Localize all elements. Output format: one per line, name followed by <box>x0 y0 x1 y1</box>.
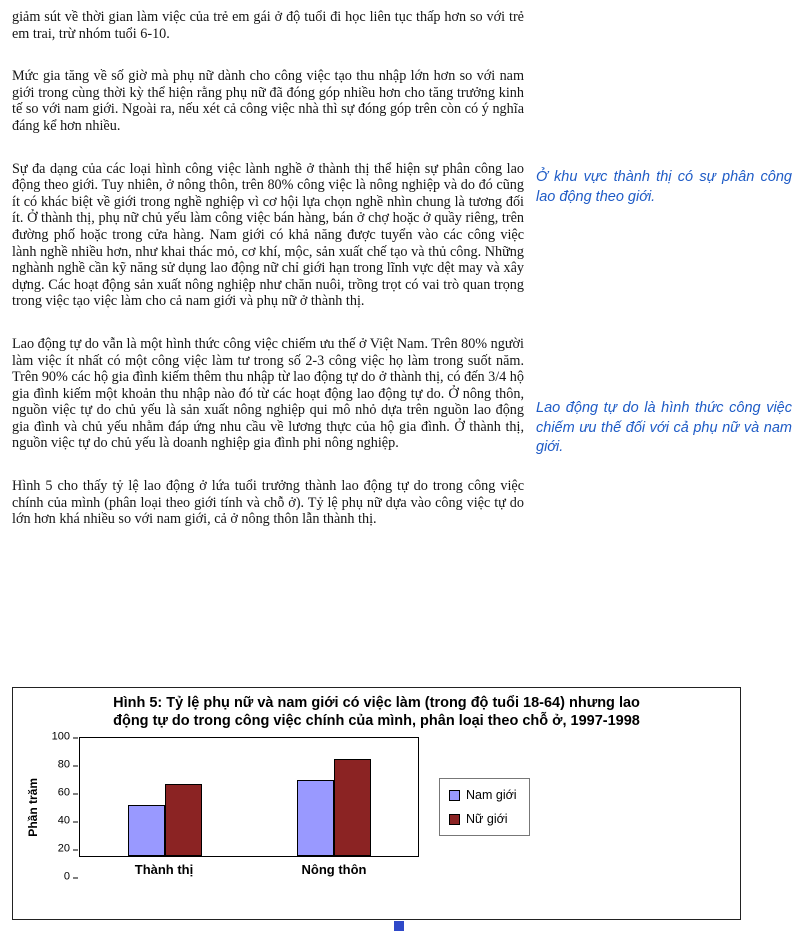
category-label: Nông thôn <box>301 862 367 877</box>
legend-label: Nam giới <box>466 788 517 802</box>
category-label: Thành thị <box>134 862 194 877</box>
legend-label: Nữ giới <box>466 812 508 826</box>
margin-note-urban-gender-division: Ở khu vực thành thị có sự phân công lao động theo giới. <box>536 169 792 205</box>
chart-title: Hình 5: Tỷ lệ phụ nữ và nam giới có việc làm (trong độ tuổi 18-64) nhưng lao động tự do trong công việc chính của mình, phân loại theo chỗ ở, 1997-1998 <box>113 695 640 729</box>
legend-swatch <box>449 814 460 825</box>
y-axis-title: Phần trăm <box>26 777 40 837</box>
y-tick-label: 100 <box>51 730 70 743</box>
margin-note-self-employment: Lao động tự do là hình thức công việc chiếm ưu thế đối với cả phụ nữ và nam giới. <box>536 400 792 455</box>
paragraph-women-hours: Mức gia tăng về số giờ mà phụ nữ dành cho công việc tạo thu nhập lớn hơn so với nam giới trong cùng thời kỳ thể hiện rằng phụ nữ đã đóng góp nhiều hơn cho tăng trưởng kinh tế so với nam giới. Ngoài ra, nếu xét cả công việc nhà thì sự đóng góp trên còn có ý nghĩa đáng kể hơn nhiều. <box>12 68 524 134</box>
bar-group <box>80 738 249 856</box>
legend-item <box>449 812 517 826</box>
bar-group <box>249 738 418 856</box>
bar <box>165 784 202 856</box>
page-marker-icon <box>394 921 404 931</box>
paragraph-child-labor: giảm sút về thời gian làm việc của trẻ em gái ở độ tuổi đi học liên tục thấp hơn so với trẻ em trai, trừ nhóm tuổi 6-10. <box>12 9 524 42</box>
chart-legend <box>439 778 530 836</box>
bar <box>297 780 334 856</box>
y-tick-label: 40 <box>57 814 70 827</box>
y-tick-label: 20 <box>57 842 70 855</box>
legend-swatch <box>449 790 460 801</box>
y-axis-title-wrap <box>23 737 43 877</box>
legend-item <box>449 788 517 802</box>
figure-5-bar-chart <box>12 687 741 920</box>
y-tick-label: 80 <box>57 758 70 771</box>
bar <box>128 805 165 856</box>
plot-area <box>79 737 419 857</box>
y-tick-label: 60 <box>57 786 70 799</box>
body-text-column <box>12 9 524 528</box>
chart-body <box>23 730 730 883</box>
plot-wrap <box>79 737 419 877</box>
paragraph-figure5-intro: Hình 5 cho thấy tỷ lệ lao động ở lứa tuổi trưởng thành lao động tự do trong công việc chính của mình (phân loại theo giới tính và chỗ ở). Tỷ lệ phụ nữ dựa vào công việc tự do lớn hơn khá nhiều so với nam giới, cả ở nông thôn lẫn thành thị. <box>12 478 524 528</box>
x-axis-labels <box>79 862 419 877</box>
y-tick-label: 0 <box>63 870 70 883</box>
y-axis-ticks <box>43 730 79 883</box>
bar <box>334 759 371 856</box>
paragraph-self-employment: Lao động tự do vẫn là một hình thức công việc chiếm ưu thế ở Việt Nam. Trên 80% người làm việc ít nhất có một công việc làm tư trong số 2-3 công việc họ làm trong suốt năm. Trên 90% các hộ gia đình kiếm thêm thu nhập từ lao động tự do ở thành thị, có đến 3/4 hộ gia đình kiếm một khoản thu nhập nào đó từ các hoạt động lao động tự do. Ở nông thôn, nguồn việc tự do chủ yếu là sản xuất nông nghiệp qui mô nhỏ dựa trên nguồn lao động gia đình và chủ yếu nhằm đáp ứng nhu cầu về lương thực của hộ gia đình. Ở thành thị, nguồn việc tự do chủ yếu là doanh nghiệp gia đình phi nông nghiệp. <box>12 335 524 452</box>
paragraph-urban-occupations: Sự đa dạng của các loại hình công việc lành nghề ở thành thị thể hiện sự phân công lao động theo giới. Tuy nhiên, ở nông thôn, trên 80% công việc là nông nghiệp và do đó cũng ít có khác biệt về giới trong nghề nghiệp vì cơ hội lựa chọn nghề nhìn chung là tương đối ít. Ở thành thị, phụ nữ chủ yếu làm công việc bán hàng, bán ở chợ hoặc ở quầy riêng, trên đường phố hoặc trong cửa hàng. Nam giới có khả năng được tuyển vào các công việc lành nghề nhiều hơn, như khai thác mỏ, cơ khí, mộc, sản xuất chế tạo và thủ công. Những nghành nghề cần kỹ năng sử dụng lao động nữ chỉ giới hạn trong lĩnh vực dệt may và xây dựng. Các hoạt động sản xuất nông nghiệp như chăn nuôi, trồng trọt có vai trò quan trọng trong việc tạo việc làm cho cả nam giới và phụ nữ ở thành thị. <box>12 160 524 310</box>
